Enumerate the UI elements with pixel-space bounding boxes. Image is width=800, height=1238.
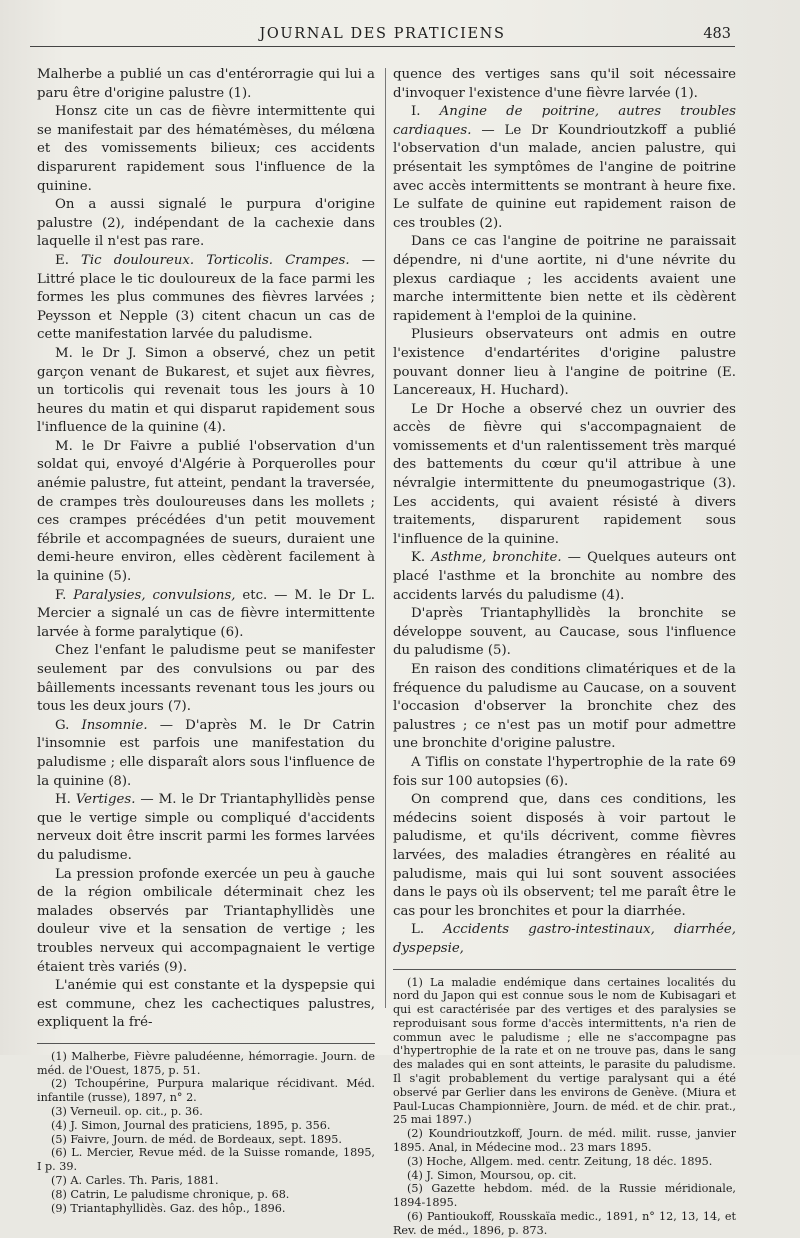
footnote: (5) Faivre, Journ. de méd. de Bordeaux, sept. 1895. [51, 1132, 342, 1146]
paragraph: A Tiflis on constate l'hypertrophie de la rate 69 fois sur 100 autopsies (6). [393, 754, 736, 789]
page-number: 483 [703, 26, 731, 42]
paragraph: On a aussi signalé le purpura d'origine palustre (2), indépendant de la cachexie dans laquelle il n'est pas rare. [37, 197, 375, 250]
section-letter: H. [55, 792, 76, 808]
section-paragraph [37, 587, 375, 643]
journal-title: JOURNAL DES PRATICIENS [259, 26, 506, 42]
section-paragraph [37, 252, 375, 345]
footnote-rule [37, 1043, 375, 1044]
section-heading: Vertiges. [75, 792, 136, 808]
section-letter: G. [55, 717, 82, 733]
footnote: (4) J. Simon, Moursou, op. cit. [407, 1168, 577, 1182]
section-heading: Asthme, bronchite. [431, 550, 562, 566]
footnote: (7) A. Carles. Th. Paris, 1881. [51, 1174, 219, 1188]
section-letter: E. [55, 252, 82, 268]
section-heading: Paralysies, convulsions, [73, 587, 236, 603]
paragraph: Malherbe a publié un cas d'entérorragie qui lui a paru être d'origine palustre (1). [37, 67, 375, 101]
footnote: (6) L. Mercier, Revue méd. de la Suisse romande, 1895, I p. 39. [37, 1146, 375, 1174]
footnote: (6) Pantioukoff, Rousskaïa medic., 1891, n° 12, 13, 14, et Rev. de méd., 1896, p. 873. [393, 1210, 736, 1237]
footnote: (3) Hoche, Allgem. med. centr. Zeitung, 18 déc. 1895. [407, 1154, 713, 1168]
section-letter: I. [411, 104, 440, 120]
footnotes [393, 976, 736, 1238]
footnote: (1) Malherbe, Fièvre paludéenne, hémorragie. Journ. de méd. de l'Ouest, 1875, p. 51. [37, 1049, 375, 1077]
paragraph: Plusieurs observateurs ont admis en outre l'existence d'endartérites d'origine palustre pouvant donner lieu à l'angine de poitrine (E. Lancereaux, H. Huchard). [393, 327, 736, 399]
section-letter: L. [411, 922, 444, 938]
section-text: — Le Dr Koundrioutzkoff a publié l'observation d'un malade, ancien palustre, qui présentait les symptômes de l'angine de poitrine avec accès intermittents se montrant à heure fixe. Le sulfate de quinine eut rapidement raison de ces troubles (2). [393, 122, 736, 231]
footnote: (2) Koundrioutzkoff, Journ. de méd. milit. russe, janvier 1895. Anal, in Médecine mod.. 23 mars 1895. [393, 1127, 736, 1155]
footnote: (5) Gazette hebdom. méd. de la Russie méridionale, 1894-1895. [393, 1182, 736, 1210]
left-column [37, 66, 375, 1215]
paragraph: M. le Dr J. Simon a observé, chez un petit garçon venant de Bukarest, et sujet aux fièvres, un torticolis qui revenait tous les jours à 10 heures du matin et qui disparut rapidement sous l'influence de la quinine (4). [37, 345, 375, 436]
section-heading: Insomnie. [81, 717, 148, 733]
footnote: (8) Catrin, Le paludisme chronique, p. 68. [51, 1187, 290, 1201]
section-text: — Quelques auteurs ont placé l'asthme et la bronchite au nombre des accidents larvés du paludisme (4). [393, 550, 737, 603]
section-text: etc. — M. le Dr L. Mercier a signalé un cas de fièvre intermittente larvée à forme paralytique (6). [37, 587, 375, 640]
section-paragraph [393, 921, 736, 958]
footnotes [37, 1050, 375, 1216]
paragraph: M. le Dr Faivre a publié l'observation d'un soldat qui, envoyé d'Algérie à Porquerolles pour anémie palustre, fut atteint, pendant la traversée, de crampes très douloureuses dans les mollets ; ces crampes précédées d'un petit mouvement fébrile et accompagnées de sueurs, duraient une demi-heure environ, elles cèdèrent facilement à la quinine (5). [37, 438, 375, 585]
paragraph: Chez l'enfant le paludisme peut se manifester seulement par des convulsions ou par des bâillements incessants revenant tous les jours ou tous les deux jours (7). [37, 643, 375, 715]
section-heading: Accidents gastro-intestinaux, diarrhée, dyspepsie, [393, 922, 736, 956]
paragraph: D'après Triantaphyllidès la bronchite se développe souvent, au Caucase, sous l'influence du paludisme (5). [393, 606, 736, 659]
running-header [30, 24, 735, 47]
footnote-rule [393, 969, 736, 970]
paragraph: La pression profonde exercée un peu à gauche de la région ombilicale déterminait chez les malades observés par Triantaphyllidès une douleur vive et la sensation de vertige ; les troubles nerveux qui accompagnaient le vertige étaient très variés (9). [37, 866, 375, 975]
section-paragraph [393, 103, 736, 233]
section-letter: K. [411, 550, 432, 566]
section-text: — M. le Dr Triantaphyllidès pense que le vertige simple ou compliqué d'accidents nerveux doit être inscrit parmi les formes larvées du paludisme. [37, 792, 375, 863]
paragraph: L'anémie qui est constante et la dyspepsie qui est commune, chez les cachectiques palustres, expliquent la fré- [37, 978, 375, 1031]
paragraph: Le Dr Hoche a observé chez un ouvrier des accès de fièvre qui s'accompagnaient de vomissements et d'un ralentissement très marqué des battements du cœur qu'il attribue à une névralgie intermittente du pneumogastrique (3). Les accidents, qui avaient résisté à divers traitements, disparurent rapidement sous l'influence de la quinine. [393, 401, 736, 547]
footnote: (3) Verneuil. op. cit., p. 36. [51, 1105, 203, 1119]
section-paragraph [393, 549, 736, 605]
paragraph: Dans ce cas l'angine de poitrine ne paraissait dépendre, ni d'une aortite, ni d'une névrite du plexus cardiaque ; les accidents avaient une marche intermittente bien nette et ils cèdèrent rapidement à l'emploi de la quinine. [393, 234, 736, 324]
footnote: (9) Triantaphyllidès. Gaz. des hôp., 1896. [51, 1201, 286, 1215]
column-divider [385, 68, 386, 1008]
section-heading: Angine de poitrine, autres troubles cardiaques. [393, 104, 736, 138]
right-column [393, 66, 736, 1238]
section-letter: F. [55, 587, 74, 603]
section-text: — D'après M. le Dr Catrin l'insomnie est parfois une manifestation du paludisme ; elle disparaît alors sous l'influence de la quinine (8). [37, 717, 375, 789]
paragraph: On comprend que, dans ces conditions, les médecins soient disposés à voir partout le paludisme, et qu'ils décrivent, comme fièvres larvées, des maladies étrangères en réalité au paludisme, mais qui lui sont souvent associées dans le pays où ils observent; tel me paraît être le cas pour les bronchites et pour la diarrhée. [393, 792, 736, 919]
paragraph: En raison des conditions climatériques et de la fréquence du paludisme au Caucase, on a souvent l'occasion d'observer la bronchite chez des palustres ; ce n'est pas un motif pour admettre une bronchite d'origine palustre. [393, 662, 736, 752]
section-heading: Tic douloureux. Torticolis. Crampes. [81, 252, 350, 268]
footnote: (1) La maladie endémique dans certaines localités du nord du Japon qui est connue sous le nom de Kubisagari et qui est caractérisée par des vertiges et des paralysies se reproduisant sous forme d'accès intermittents, n'a rien de commun avec le paludisme ; elle ne s'accompagne pas d'hypertrophie de la rate et on ne trouve pas, dans le sang des malades qui en sont atteints, le parasite du paludisme. Il s'agit probablement du vertige paralysant qui a été observé par Gerlier dans les environs de Genève. (Miura et Paul-Lucas Championnière, Journ. de méd. et de chir. prat., 25 mai 1897.) [393, 975, 736, 1127]
footnote: (2) Tchoupérine, Purpura malarique récidivant. Méd. infantile (russe), 1897, n° 2. [37, 1077, 375, 1105]
paragraph: quence des vertiges sans qu'il soit nécessaire d'invoquer l'existence d'une fièvre larvée (1). [393, 67, 736, 101]
section-text: — Littré place le tic douloureux de la face parmi les formes les plus communes des fièvres larvées ; Peysson et Nepple (3) citent chacun un cas de cette manifestation larvée du paludisme. [37, 252, 375, 343]
section-paragraph [37, 717, 375, 791]
footnote: (4) J. Simon, Journal des praticiens, 1895, p. 356. [51, 1118, 331, 1132]
paragraph: Honsz cite un cas de fièvre intermittente qui se manifestait par des hématémèses, du mélœna et des vomissements bilieux; ces accidents disparurent rapidement sous l'influence de la quinine. [37, 104, 375, 194]
section-paragraph [37, 791, 375, 865]
